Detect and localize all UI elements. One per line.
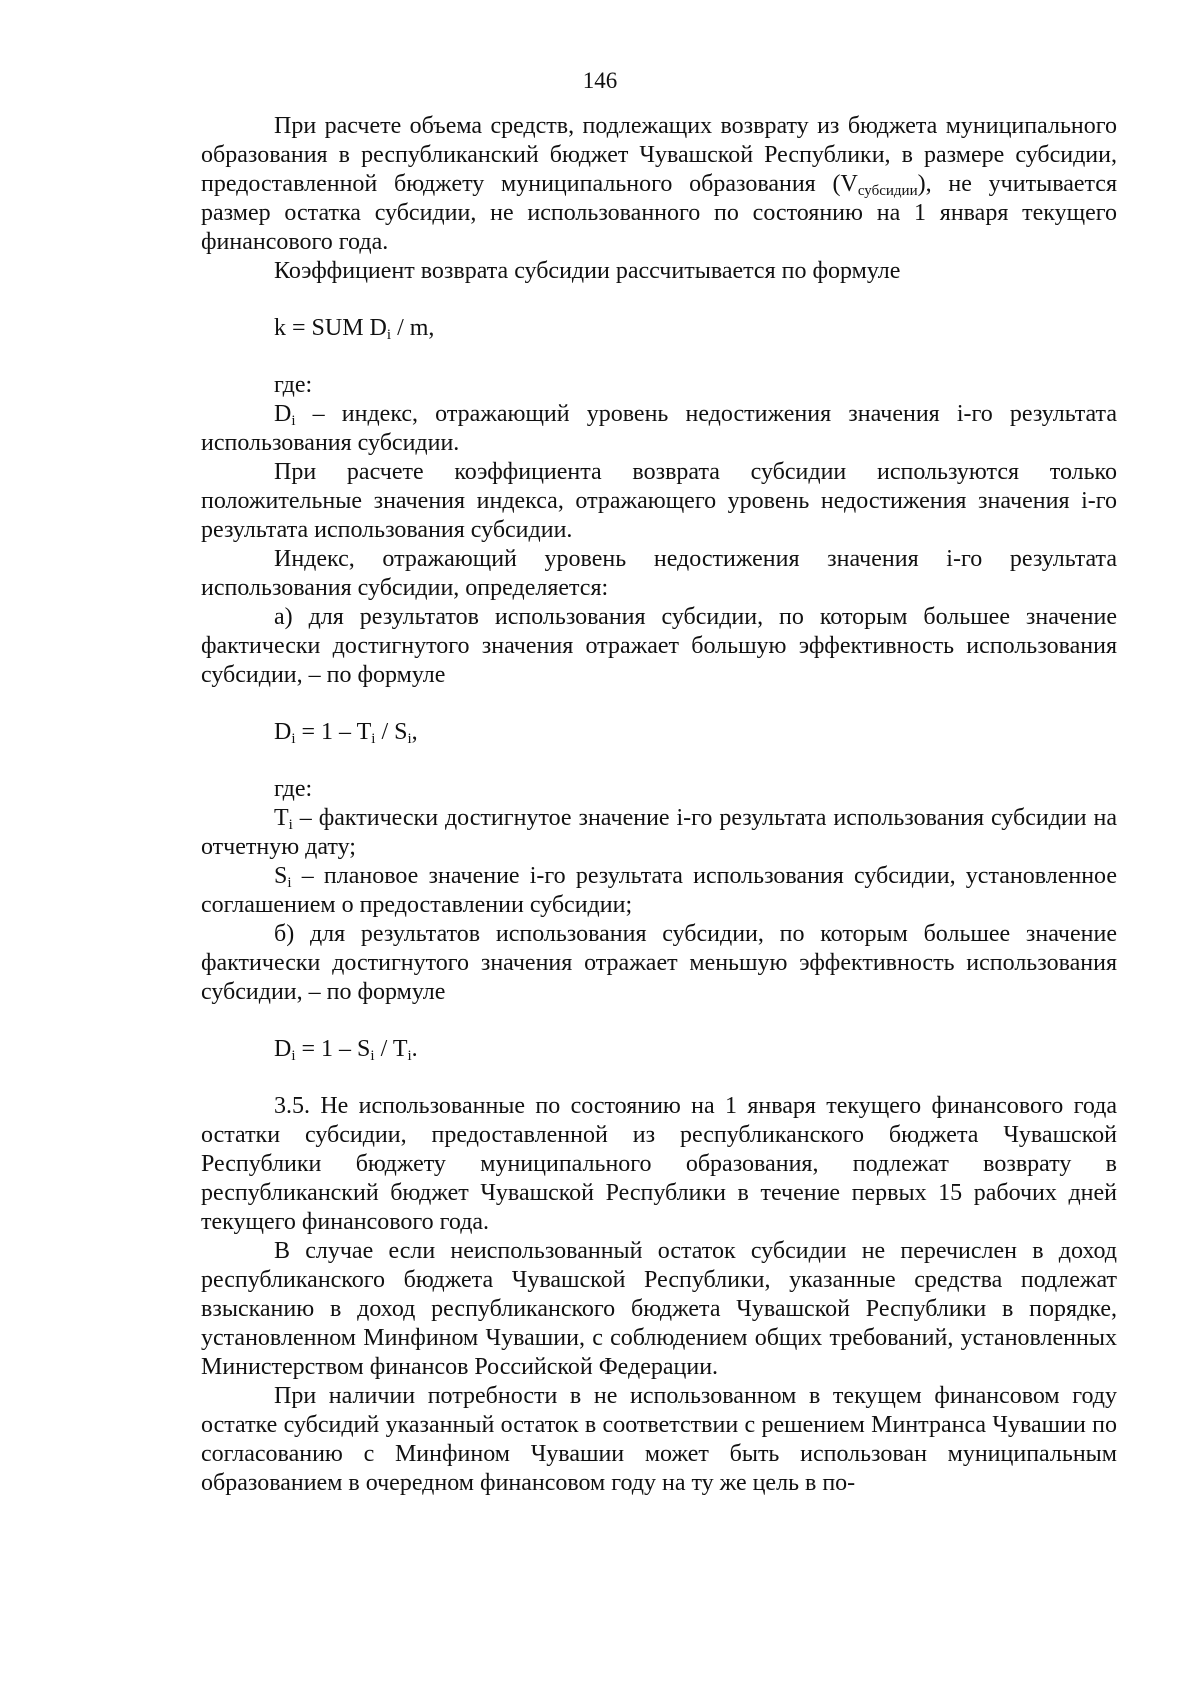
paragraph-coefficient-intro: Коэффициент возврата субсидии рассчитывается по формуле — [274, 258, 901, 284]
paragraph-case-a: а) для результатов использования субсидии, по которым большее значение фактически достигнутого значения отражает большую эффективность использования субсидии, – по формуле — [201, 604, 1117, 688]
paragraph-return-volume: При расчете объема средств, подлежащих возврату из бюджета муниципального образования в республиканский бюджет Чувашской Республики, в размере субсидии, предоставленной бюджету муниципального образования $(V_{субсидии})$, не учитывается размер остатка субсидии, не использованного по состоянию на 1 января текущего финансового года. — [201, 113, 1117, 255]
paragraph-case-b: б) для результатов использования субсидии, по которым большее значение фактически достигнутого значения отражает меньшую эффективность использования субсидии, – по формуле — [201, 921, 1117, 1005]
definition-s: $S_i$ – плановое значение i-го результата использования субсидии, установленное соглашением о предоставлении субсидии; — [201, 863, 1117, 918]
paragraph-section-3-5: 3.5. Не использованные по состоянию на 1 января текущего финансового года остатки субсидии, предоставленной из республиканского бюджета Чувашской Республики бюджету муниципального образования, подлежат возврату в республиканский бюджет Чувашской Республики в течение первых 15 рабочих дней текущего финансового года. — [201, 1093, 1117, 1235]
paragraph-positive-values: При расчете коэффициента возврата субсидии используются только положительные значения индекса, отражающего уровень недостижения значения i-го результата использования субсидии. — [201, 459, 1117, 543]
paragraph-remaining-use: При наличии потребности в не использованном в текущем финансовом году остатке субсидий указанный остаток в соответствии с решением Минтранса Чувашии по согласованию с Минфином Чувашии может быть использован муниципальным образованием в очередном финансовом году на ту же цель в по- — [201, 1383, 1117, 1496]
page-number: 146 — [582, 68, 618, 93]
document-body — [201, 112, 1117, 1498]
definition-d: $D_i$ – индекс, отражающий уровень недостижения значения i-го результата использования субсидии. — [201, 401, 1117, 456]
definition-t: $T_i$ – фактически достигнутое значение i-го результата использования субсидии на отчетную дату; — [201, 805, 1117, 860]
where-label: где: — [274, 372, 313, 398]
paragraph-index-defined: Индекс, отражающий уровень недостижения значения i-го результата использования субсидии, определяется: — [201, 546, 1117, 601]
formula-d-case-b: $D_i = 1 - S_i / T_i$. — [274, 1036, 418, 1064]
subscript: субсидии — [857, 183, 918, 199]
paragraph-recovery: В случае если неиспользованный остаток субсидии не перечислен в доход республиканского бюджета Чувашской Республики, указанные средства подлежат взысканию в доход республиканского бюджета Чувашской Республики в порядке, установленном Минфином Чувашии, с соблюдением общих требований, установленных Министерством финансов Российской Федерации. — [201, 1238, 1117, 1380]
formula-d-case-a: $D_i = 1 - T_i / S_i$, — [274, 719, 418, 747]
formula-k: k = SUM $D_i$ / m, — [274, 315, 435, 343]
where-label: где: — [274, 776, 313, 802]
